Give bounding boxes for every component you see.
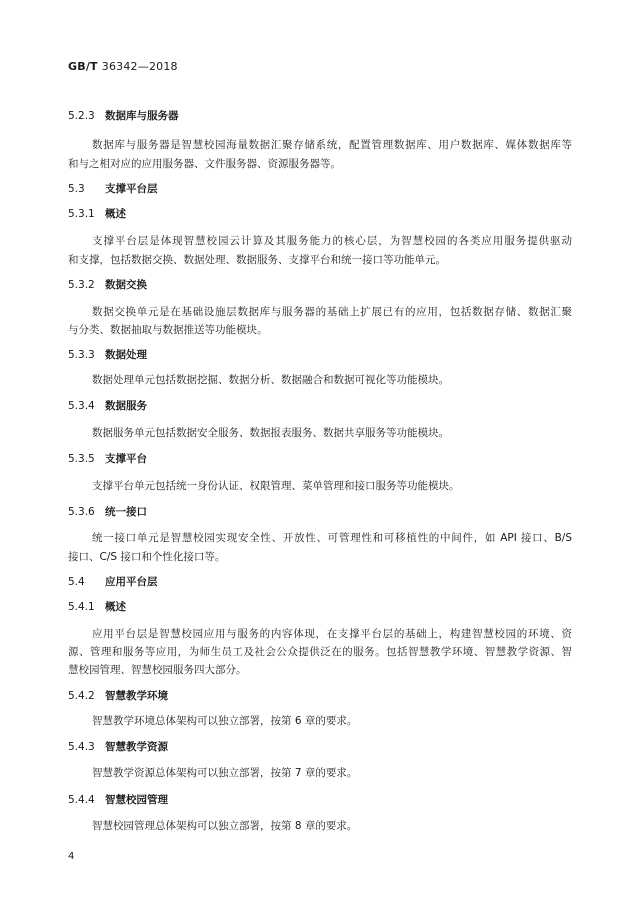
section-title: 概述: [105, 208, 126, 220]
section-5-3-1-heading: [68, 207, 572, 221]
paragraph-line: 智慧教学环境总体架构可以独立部署，按第 6 章的要求。: [92, 715, 358, 727]
section-title: 支撑平台层: [105, 183, 158, 195]
section-5-4-1-heading: [68, 600, 572, 614]
section-number: 5.3.3: [68, 349, 95, 361]
section-title: 概述: [105, 601, 126, 613]
paragraph-line: 接口、C/S 接口和个性化接口等。: [68, 551, 226, 563]
standard-prefix: GB/T: [68, 60, 98, 73]
paragraph-line: 支撑平台层是体现智慧校园云计算及其服务能力的核心层，为智慧校园的各类应用服务提供驱动: [92, 235, 572, 247]
section-number: 5.3.4: [68, 400, 95, 412]
paragraph-line: 智慧校园管理总体架构可以独立部署，按第 8 章的要求。: [92, 820, 358, 832]
section-5-4-heading: [68, 575, 572, 589]
section-number: 5.4: [68, 576, 85, 588]
section-5-3-2-heading: [68, 278, 572, 292]
page-number: 4: [68, 851, 75, 862]
section-title: 数据库与服务器: [105, 110, 179, 122]
paragraph-line: 支撑平台单元包括统一身份认证、权限管理、菜单管理和接口服务等功能模块。: [92, 480, 460, 492]
section-title: 智慧教学资源: [105, 741, 168, 753]
section-5-3-heading: [68, 182, 572, 196]
paragraph-line: 智慧教学资源总体架构可以独立部署，按第 7 章的要求。: [92, 767, 358, 779]
section-title: 智慧校园管理: [105, 794, 168, 806]
paragraph-line: 统一接口单元是智慧校园实现安全性、开放性、可管理性和可移植性的中间件，如 API 接口、B/S: [92, 532, 572, 544]
section-number: 5.3: [68, 183, 85, 195]
paragraph-line: 应用平台层是智慧校园应用与服务的内容体现，在支撑平台层的基础上，构建智慧校园的环境、资: [92, 628, 572, 640]
paragraph-line: 与分类、数据抽取与数据推送等功能模块。: [68, 324, 268, 336]
paragraph-line: 数据交换单元是在基础设施层数据库与服务器的基础上扩展已有的应用，包括数据存储、数据汇聚: [92, 306, 572, 318]
section-number: 5.4.4: [68, 794, 95, 806]
section-title: 统一接口: [105, 506, 147, 518]
section-5-2-3-heading: [68, 109, 572, 123]
section-title: 数据处理: [105, 349, 147, 361]
section-5-3-5-heading: [68, 452, 572, 466]
standard-number: 36342—2018: [101, 60, 178, 73]
paragraph-line: 源、管理和服务等应用，为师生员工及社会公众提供泛在的服务。包括智慧教学环境、智慧教学资源、智: [68, 646, 572, 658]
section-5-3-6-heading: [68, 505, 572, 519]
section-title: 支撑平台: [105, 453, 147, 465]
section-number: 5.4.2: [68, 690, 95, 702]
section-number: 5.3.1: [68, 208, 95, 220]
section-number: 5.2.3: [68, 110, 95, 122]
paragraph-line: 数据库与服务器是智慧校园海量数据汇聚存储系统，配置管理数据库、用户数据库、媒体数据库等: [92, 139, 572, 151]
section-5-4-4-heading: [68, 793, 572, 807]
section-number: 5.4.3: [68, 741, 95, 753]
section-title: 数据服务: [105, 400, 147, 412]
section-5-3-4-heading: [68, 399, 572, 413]
section-title: 应用平台层: [105, 576, 158, 588]
section-number: 5.3.2: [68, 279, 95, 291]
section-5-4-2-heading: [68, 689, 572, 703]
paragraph-line: 和支撑，包括数据交换、数据处理、数据服务、支撑平台和统一接口等功能单元。: [68, 254, 446, 266]
paragraph-line: 数据处理单元包括数据挖掘、数据分析、数据融合和数据可视化等功能模块。: [92, 374, 449, 386]
paragraph-line: 慧校园管理、智慧校园服务四大部分。: [68, 664, 247, 676]
section-number: 5.3.5: [68, 453, 95, 465]
standard-header: [68, 60, 178, 73]
paragraph-line: 和与之相对应的应用服务器、文件服务器、资源服务器等。: [68, 158, 341, 170]
section-title: 智慧教学环境: [105, 690, 168, 702]
paragraph-line: 数据服务单元包括数据安全服务、数据报表服务、数据共享服务等功能模块。: [92, 427, 449, 439]
section-5-3-3-heading: [68, 348, 572, 362]
section-5-4-3-heading: [68, 740, 572, 754]
section-title: 数据交换: [105, 279, 147, 291]
section-number: 5.4.1: [68, 601, 95, 613]
section-number: 5.3.6: [68, 506, 95, 518]
